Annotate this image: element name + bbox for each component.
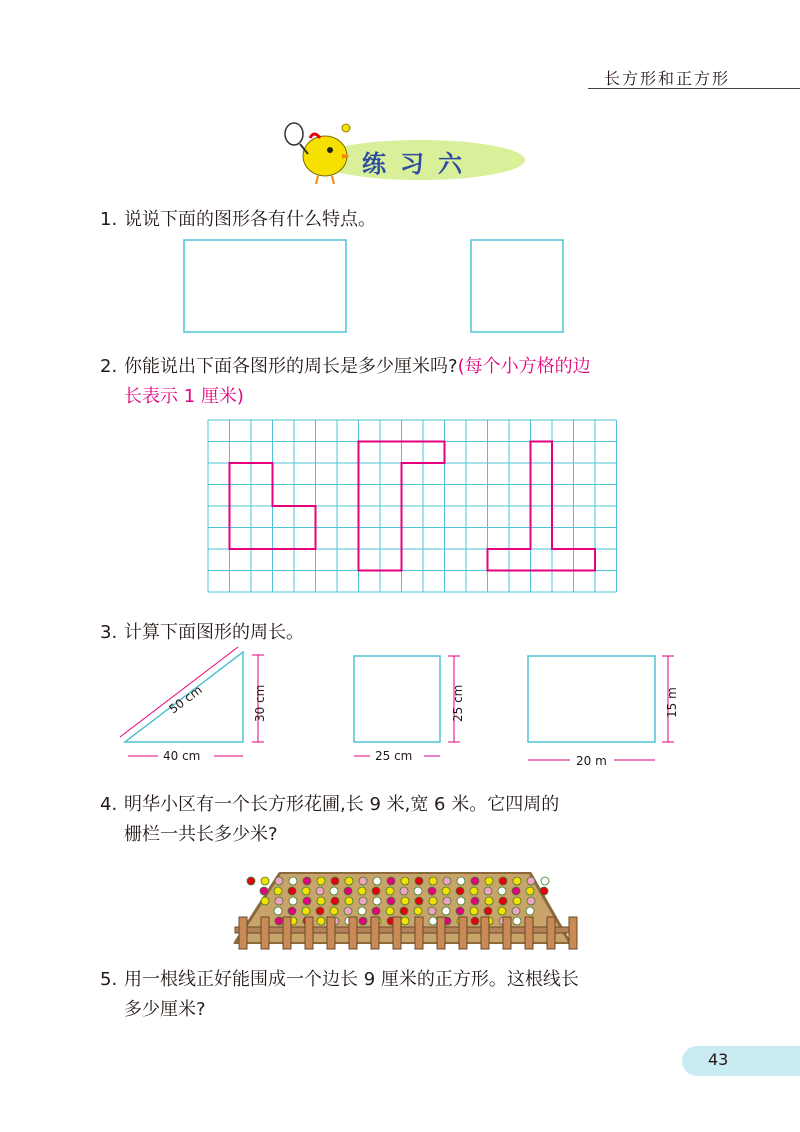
- flower-icon: [471, 877, 479, 885]
- flower-icon: [331, 877, 339, 885]
- fence-post: [283, 917, 291, 949]
- question-text-cont: 栅栏一共长多少米?: [124, 824, 278, 845]
- base-label: 40 cm: [163, 749, 201, 763]
- flower-icon: [261, 877, 269, 885]
- flower-icon: [513, 917, 521, 925]
- flower-icon: [540, 887, 548, 895]
- fence-post: [393, 917, 401, 949]
- fence-post: [459, 917, 467, 949]
- fence-post: [437, 917, 445, 949]
- flower-icon: [359, 897, 367, 905]
- flower-icon: [316, 887, 324, 895]
- question-number: 2.: [100, 356, 118, 377]
- hypotenuse-label: 50 cm: [166, 682, 205, 717]
- flower-icon: [456, 887, 464, 895]
- flower-icon: [456, 907, 464, 915]
- flower-icon: [484, 887, 492, 895]
- flower-icon: [372, 907, 380, 915]
- flower-icon: [289, 897, 297, 905]
- square-measure-figure: [354, 656, 440, 742]
- flower-icon: [302, 887, 310, 895]
- fence-post: [547, 917, 555, 949]
- flower-icon: [429, 897, 437, 905]
- flower-icon: [316, 907, 324, 915]
- flower-icon: [499, 877, 507, 885]
- flower-icon: [429, 917, 437, 925]
- question-5: [100, 965, 700, 1025]
- flower-icon: [471, 897, 479, 905]
- flower-icon: [359, 877, 367, 885]
- flower-icon: [288, 907, 296, 915]
- flower-icon: [345, 877, 353, 885]
- page-number-tab: [682, 1046, 800, 1076]
- flower-icon: [386, 907, 394, 915]
- flower-icon: [457, 877, 465, 885]
- flower-icon: [373, 897, 381, 905]
- question-text: 明华小区有一个长方形花圃,长 9 米,宽 6 米。它四周的: [124, 794, 560, 815]
- flower-icon: [401, 897, 409, 905]
- flower-icon: [247, 877, 255, 885]
- flower-icon: [470, 907, 478, 915]
- square-bottom-label: 25 cm: [375, 749, 413, 763]
- flower-icon: [387, 897, 395, 905]
- flower-icon: [414, 887, 422, 895]
- flower-icon: [331, 897, 339, 905]
- flower-icon: [414, 907, 422, 915]
- page-number: 43: [708, 1050, 729, 1069]
- exercise-title: 练习六: [362, 150, 476, 178]
- flower-icon: [345, 897, 353, 905]
- flower-icon: [485, 877, 493, 885]
- flower-icon: [484, 907, 492, 915]
- flower-icon: [317, 897, 325, 905]
- flower-icon: [401, 877, 409, 885]
- fence-post: [481, 917, 489, 949]
- flower-icon: [428, 907, 436, 915]
- flower-icon: [261, 897, 269, 905]
- flower-icon: [470, 887, 478, 895]
- flower-icon: [387, 877, 395, 885]
- question-number: 3.: [100, 622, 118, 643]
- flower-icon: [443, 897, 451, 905]
- flower-icon: [526, 907, 534, 915]
- fence-post: [371, 917, 379, 949]
- fence-post: [503, 917, 511, 949]
- flower-icon: [275, 917, 283, 925]
- chapter-title: 长方形和正方形: [603, 69, 730, 88]
- flower-icon: [442, 907, 450, 915]
- question-text: 用一根线正好能围成一个边长 9 厘米的正方形。这根线长: [124, 969, 579, 990]
- question-number: 4.: [100, 794, 118, 815]
- flower-icon: [358, 907, 366, 915]
- flower-icon: [512, 907, 520, 915]
- flower-icon: [541, 877, 549, 885]
- flower-icon: [526, 887, 534, 895]
- flower-icon: [527, 877, 535, 885]
- fence-post: [569, 917, 577, 949]
- question-text-cont: 多少厘米?: [124, 999, 206, 1020]
- flower-icon: [457, 897, 465, 905]
- flower-icon: [512, 887, 520, 895]
- flower-icon: [302, 907, 310, 915]
- flower-icon: [317, 917, 325, 925]
- flower-icon: [344, 907, 352, 915]
- rectangle-width-label: 15 m: [665, 687, 679, 718]
- flower-icon: [415, 877, 423, 885]
- flower-icon: [373, 877, 381, 885]
- question-note: (每个小方格的边: [457, 356, 591, 377]
- flower-icon: [275, 897, 283, 905]
- flower-icon: [429, 877, 437, 885]
- flower-icon: [359, 917, 367, 925]
- question-4: [100, 790, 700, 850]
- flower-icon: [386, 887, 394, 895]
- flower-icon: [303, 897, 311, 905]
- fence-post: [525, 917, 533, 949]
- fence-post: [305, 917, 313, 949]
- question-number: 1.: [100, 209, 118, 230]
- flower-icon: [275, 877, 283, 885]
- flower-garden-illustration: [225, 855, 585, 955]
- flower-icon: [260, 887, 268, 895]
- flower-icon: [498, 907, 506, 915]
- fence-post: [327, 917, 335, 949]
- height-label: 30 cm: [253, 684, 267, 722]
- flower-icon: [330, 907, 338, 915]
- flower-icon: [344, 887, 352, 895]
- fence-post: [239, 917, 247, 949]
- hypotenuse-measure: [120, 647, 238, 737]
- rectangle-length-label: 20 m: [576, 754, 607, 768]
- fence-post: [349, 917, 357, 949]
- flower-icon: [499, 897, 507, 905]
- flower-icon: [471, 917, 479, 925]
- flower-icon: [401, 917, 409, 925]
- question-note-cont: 长表示 1 厘米): [124, 386, 244, 407]
- flower-icon: [400, 887, 408, 895]
- flower-icon: [428, 887, 436, 895]
- flower-icon: [330, 887, 338, 895]
- flower-icon: [415, 897, 423, 905]
- flower-icon: [372, 887, 380, 895]
- flower-icon: [527, 897, 535, 905]
- question-text: 你能说出下面各图形的周长是多少厘米吗?: [124, 356, 458, 377]
- flower-icon: [317, 877, 325, 885]
- question-text: 计算下面图形的周长。: [124, 622, 304, 643]
- flower-icon: [303, 877, 311, 885]
- flower-icon: [442, 887, 450, 895]
- flower-icon: [274, 907, 282, 915]
- fence-post: [415, 917, 423, 949]
- fence-post: [261, 917, 269, 949]
- flower-icon: [513, 897, 521, 905]
- flower-icon: [485, 897, 493, 905]
- flower-icon: [513, 877, 521, 885]
- flower-icon: [498, 887, 506, 895]
- flower-icon: [358, 887, 366, 895]
- square-side-label: 25 cm: [451, 684, 465, 722]
- rectangle-measure-figure: [528, 656, 655, 742]
- flower-icon: [289, 877, 297, 885]
- flower-icon: [274, 887, 282, 895]
- flower-icon: [443, 877, 451, 885]
- question-text: 说说下面的图形各有什么特点。: [124, 209, 376, 230]
- flower-icon: [400, 907, 408, 915]
- question-number: 5.: [100, 969, 118, 990]
- flower-icon: [288, 887, 296, 895]
